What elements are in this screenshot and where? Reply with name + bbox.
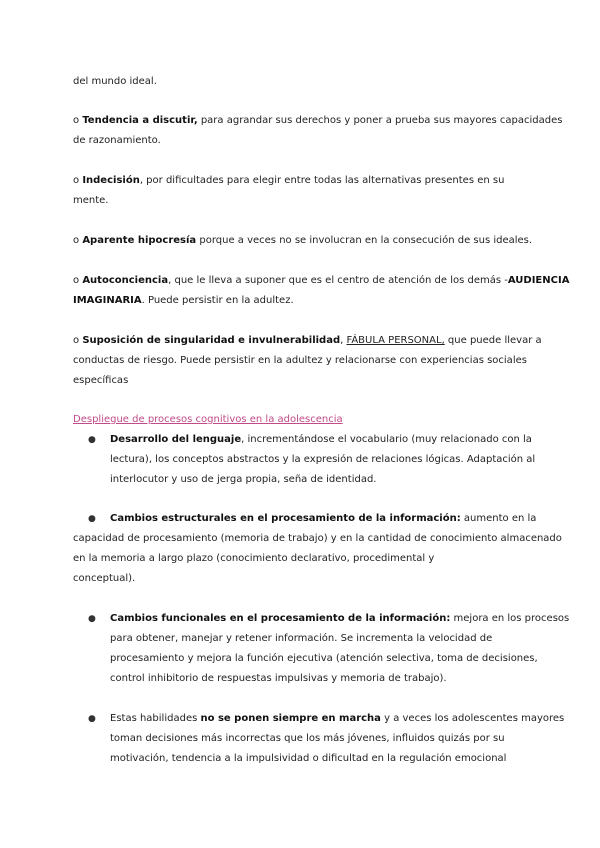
- bullet-item-continuation: motivación, tendencia a la impulsividad o dificultad en la regulación emocional: [110, 753, 507, 764]
- list-item-continuation: mente.: [73, 195, 109, 206]
- section-heading: Despliegue de procesos cognitivos en la adolescencia: [73, 414, 343, 425]
- bullet-item-estructurales: Cambios estructurales en el procesamiento de la información: aumento en la: [110, 513, 537, 524]
- list-item-tendencia: o Tendencia a discutir, para agrandar sus derechos y poner a prueba sus mayores capacidades: [73, 115, 563, 126]
- bullet-icon: ●: [88, 714, 96, 724]
- bullet-item-continuation: control inhibitorio de respuestas impulsivas y memoria de trabajo).: [110, 673, 447, 684]
- list-item-hipocresia: o Aparente hipocresía porque a veces no se involucran en la consecución de sus ideales.: [73, 235, 533, 246]
- bullet-icon: ●: [88, 514, 96, 524]
- bullet-item-continuation: lectura), los conceptos abstractos y la expresión de relaciones lógicas. Adaptación al: [110, 454, 536, 465]
- term-bold: Cambios funcionales en el procesamiento de la información:: [110, 613, 451, 624]
- bullet-item-funcionales: Cambios funcionales en el procesamiento de la información: mejora en los procesos: [110, 613, 570, 624]
- list-marker: o: [73, 175, 80, 186]
- term-bold: no se ponen siempre en marcha: [200, 713, 381, 724]
- bullet-item-continuation: toman decisiones más incorrectas que los más jóvenes, influidos quizás por su: [110, 733, 505, 744]
- bullet-item-lenguaje: Desarrollo del lenguaje, incrementándose el vocabulario (muy relacionado con la: [110, 434, 532, 445]
- list-item-continuation: conductas de riesgo. Puede persistir en la adultez y relacionarse con experiencias sociales: [73, 355, 527, 366]
- bullet-item-continuation: para obtener, manejar y retener información. Se incrementa la velocidad de: [110, 633, 493, 644]
- bullet-item-continuation: en la memoria a largo plazo (conocimiento declarativo, procedimental y: [73, 553, 435, 564]
- term-bold: Indecisión: [82, 175, 140, 186]
- term-bold: Cambios estructurales en el procesamiento de la información:: [110, 513, 461, 524]
- list-marker: o: [73, 235, 80, 246]
- term-bold: AUDIENCIA: [507, 275, 570, 286]
- underlined-term: FÁBULA PERSONAL,: [346, 335, 445, 346]
- bullet-icon: ●: [88, 435, 96, 445]
- list-marker: o: [73, 115, 80, 126]
- list-item-indecision: o Indecisión, por dificultades para elegir entre todas las alternativas presentes en su: [73, 175, 505, 186]
- term-bold: Aparente hipocresía: [82, 235, 197, 246]
- bullet-icon: ●: [88, 614, 96, 624]
- term-bold: Suposición de singularidad e invulnerabilidad: [82, 335, 341, 346]
- list-item-autoconciencia: o Autoconciencia, que le lleva a suponer que es el centro de atención de los demás -AUDIENCIA: [73, 275, 570, 286]
- list-item-continuation: de razonamiento.: [73, 135, 161, 146]
- bullet-item-continuation: procesamiento y mejora la función ejecutiva (atención selectiva, toma de decisiones,: [110, 653, 538, 664]
- list-marker: o: [73, 335, 80, 346]
- bullet-item-habilidades: Estas habilidades no se ponen siempre en marcha y a veces los adolescentes mayores: [110, 713, 565, 724]
- list-item-singularidad: o Suposición de singularidad e invulnerabilidad, FÁBULA PERSONAL, que puede llevar a: [73, 335, 542, 346]
- term-bold: Autoconciencia: [82, 275, 169, 286]
- bullet-item-continuation: interlocutor y uso de jerga propia, seña de identidad.: [110, 474, 377, 485]
- list-item-continuation: IMAGINARIA. Puede persistir en la adultez.: [73, 295, 294, 306]
- list-marker: o: [73, 275, 80, 286]
- term-bold: Desarrollo del lenguaje: [110, 434, 242, 445]
- bullet-item-continuation: conceptual).: [73, 573, 136, 584]
- list-item-continuation: específicas: [73, 375, 129, 386]
- term-bold: Tendencia a discutir,: [82, 115, 198, 126]
- bullet-item-continuation: capacidad de procesamiento (memoria de trabajo) y en la cantidad de conocimiento almacenado: [73, 533, 562, 544]
- paragraph-text: del mundo ideal.: [73, 76, 157, 87]
